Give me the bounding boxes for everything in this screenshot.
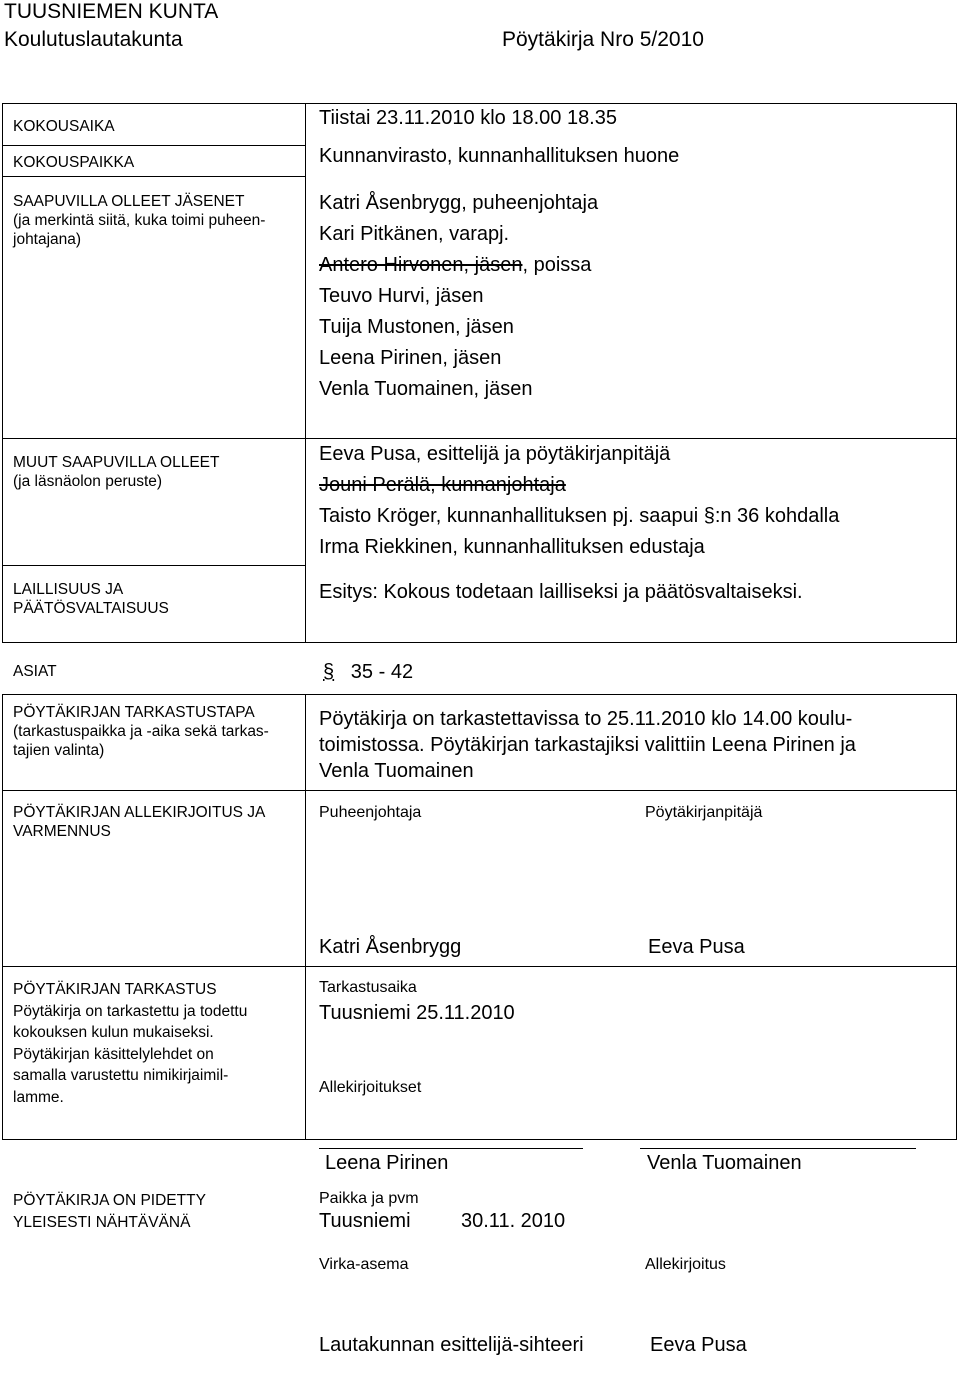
municipality-name: TUUSNIEMEN KUNTA [4,0,219,23]
review-time-label: Tarkastusaika [319,979,417,996]
chair-title: Puheenjohtaja [319,804,422,821]
section-sign-icon: § [323,661,335,683]
section-sign-icon: § [703,505,715,527]
legality-value: Esitys: Kokous todetaan lailliseksi ja päätösvaltaiseksi. [319,581,803,603]
items-value: § 35 - 42 [323,661,414,683]
other-present-chairman: Taisto Kröger, kunnanhallituksen pj. saapui §:n 36 kohdalla [319,505,840,527]
column-divider [305,103,306,643]
member-item: Venla Tuomainen, jäsen [319,378,533,400]
member-chair: Katri Åsenbrygg, puheenjohtaja [319,192,599,214]
position-value: Lautakunnan esittelijä-sihteeri [319,1334,584,1356]
board-name: Koulutuslautakunta [4,28,183,51]
members-label: SAAPUVILLA OLLEET JÄSENET (ja merkintä siitä, kuka toimi puheen- johtajana) [13,193,266,248]
other-present-representative: Irma Riekkinen, kunnanhallituksen edustaja [319,536,705,558]
protocol-number: Pöytäkirja Nro 5/2010 [502,28,704,51]
review-method-label: PÖYTÄKIRJAN TARKASTUSTAPA (tarkastuspaikka ja -aika sekä tarkas- tajien valinta) [13,704,269,759]
signatures-label: Allekirjoitukset [319,1079,422,1096]
member-item: Leena Pirinen, jäsen [319,347,502,369]
review-method-value: Pöytäkirja on tarkastettavissa to 25.11.2010 klo 14.00 koulu- toimistossa. Pöytäkirjan tarkastajiksi valittiin Leena Pirinen ja Venla Tuomainen [319,708,856,782]
review-label: PÖYTÄKIRJAN TARKASTUS Pöytäkirja on tarkastettu ja todettu kokouksen kulun mukaiseksi. Pöytäkirjan käsittelylehdet on samalla varustettu nimikirjaimil- lamme. [13,981,248,1106]
meeting-place-label: KOKOUSPAIKKA [13,154,135,171]
date-value: 30.11. 2010 [461,1210,566,1232]
member-absent: Antero Hirvonen, jäsen, poissa [319,254,592,276]
signature-label: Allekirjoitus [645,1256,726,1273]
meeting-place-value: Kunnanvirasto, kunnanhallituksen huone [319,145,680,167]
reviewer-name: Venla Tuomainen [647,1152,802,1174]
place-value: Tuusniemi [319,1210,411,1232]
position-label: Virka-asema [319,1256,409,1273]
member-item: Teuvo Hurvi, jäsen [319,285,484,307]
signing-label: PÖYTÄKIRJAN ALLEKIRJOITUS JA VARMENNUS [13,804,266,840]
other-present-struck: Jouni Perälä, kunnanjohtaja [319,474,566,496]
items-label: ASIAT [13,663,57,680]
reviewer-name: Leena Pirinen [325,1152,449,1174]
other-present-secretary: Eeva Pusa, esittelijä ja pöytäkirjanpitäjä [319,443,671,465]
signature-line [319,1148,583,1149]
review-time-value: Tuusniemi 25.11.2010 [319,1002,515,1024]
secretary-title: Pöytäkirjanpitäjä [645,804,763,821]
place-date-label: Paikka ja pvm [319,1190,419,1207]
meeting-info-frame [2,103,957,643]
others-label: MUUT SAAPUVILLA OLLEET (ja läsnäolon peruste) [13,454,220,490]
public-display-label: PÖYTÄKIRJA ON PIDETTY YLEISESTI NÄHTÄVÄNÄ [13,1192,206,1231]
member-vice-chair: Kari Pitkänen, varapj. [319,223,510,245]
legality-label: LAILLISUUS JA PÄÄTÖSVALTAISUUS [13,581,169,617]
meeting-time-value: Tiistai 23.11.2010 klo 18.00 18.35 [319,107,617,129]
member-item: Tuija Mustonen, jäsen [319,316,514,338]
secretary-name: Eeva Pusa [648,936,745,958]
meeting-time-label: KOKOUSAIKA [13,118,115,135]
chair-name: Katri Åsenbrygg [319,936,462,958]
signer-name: Eeva Pusa [650,1334,747,1356]
signature-line [640,1148,916,1149]
